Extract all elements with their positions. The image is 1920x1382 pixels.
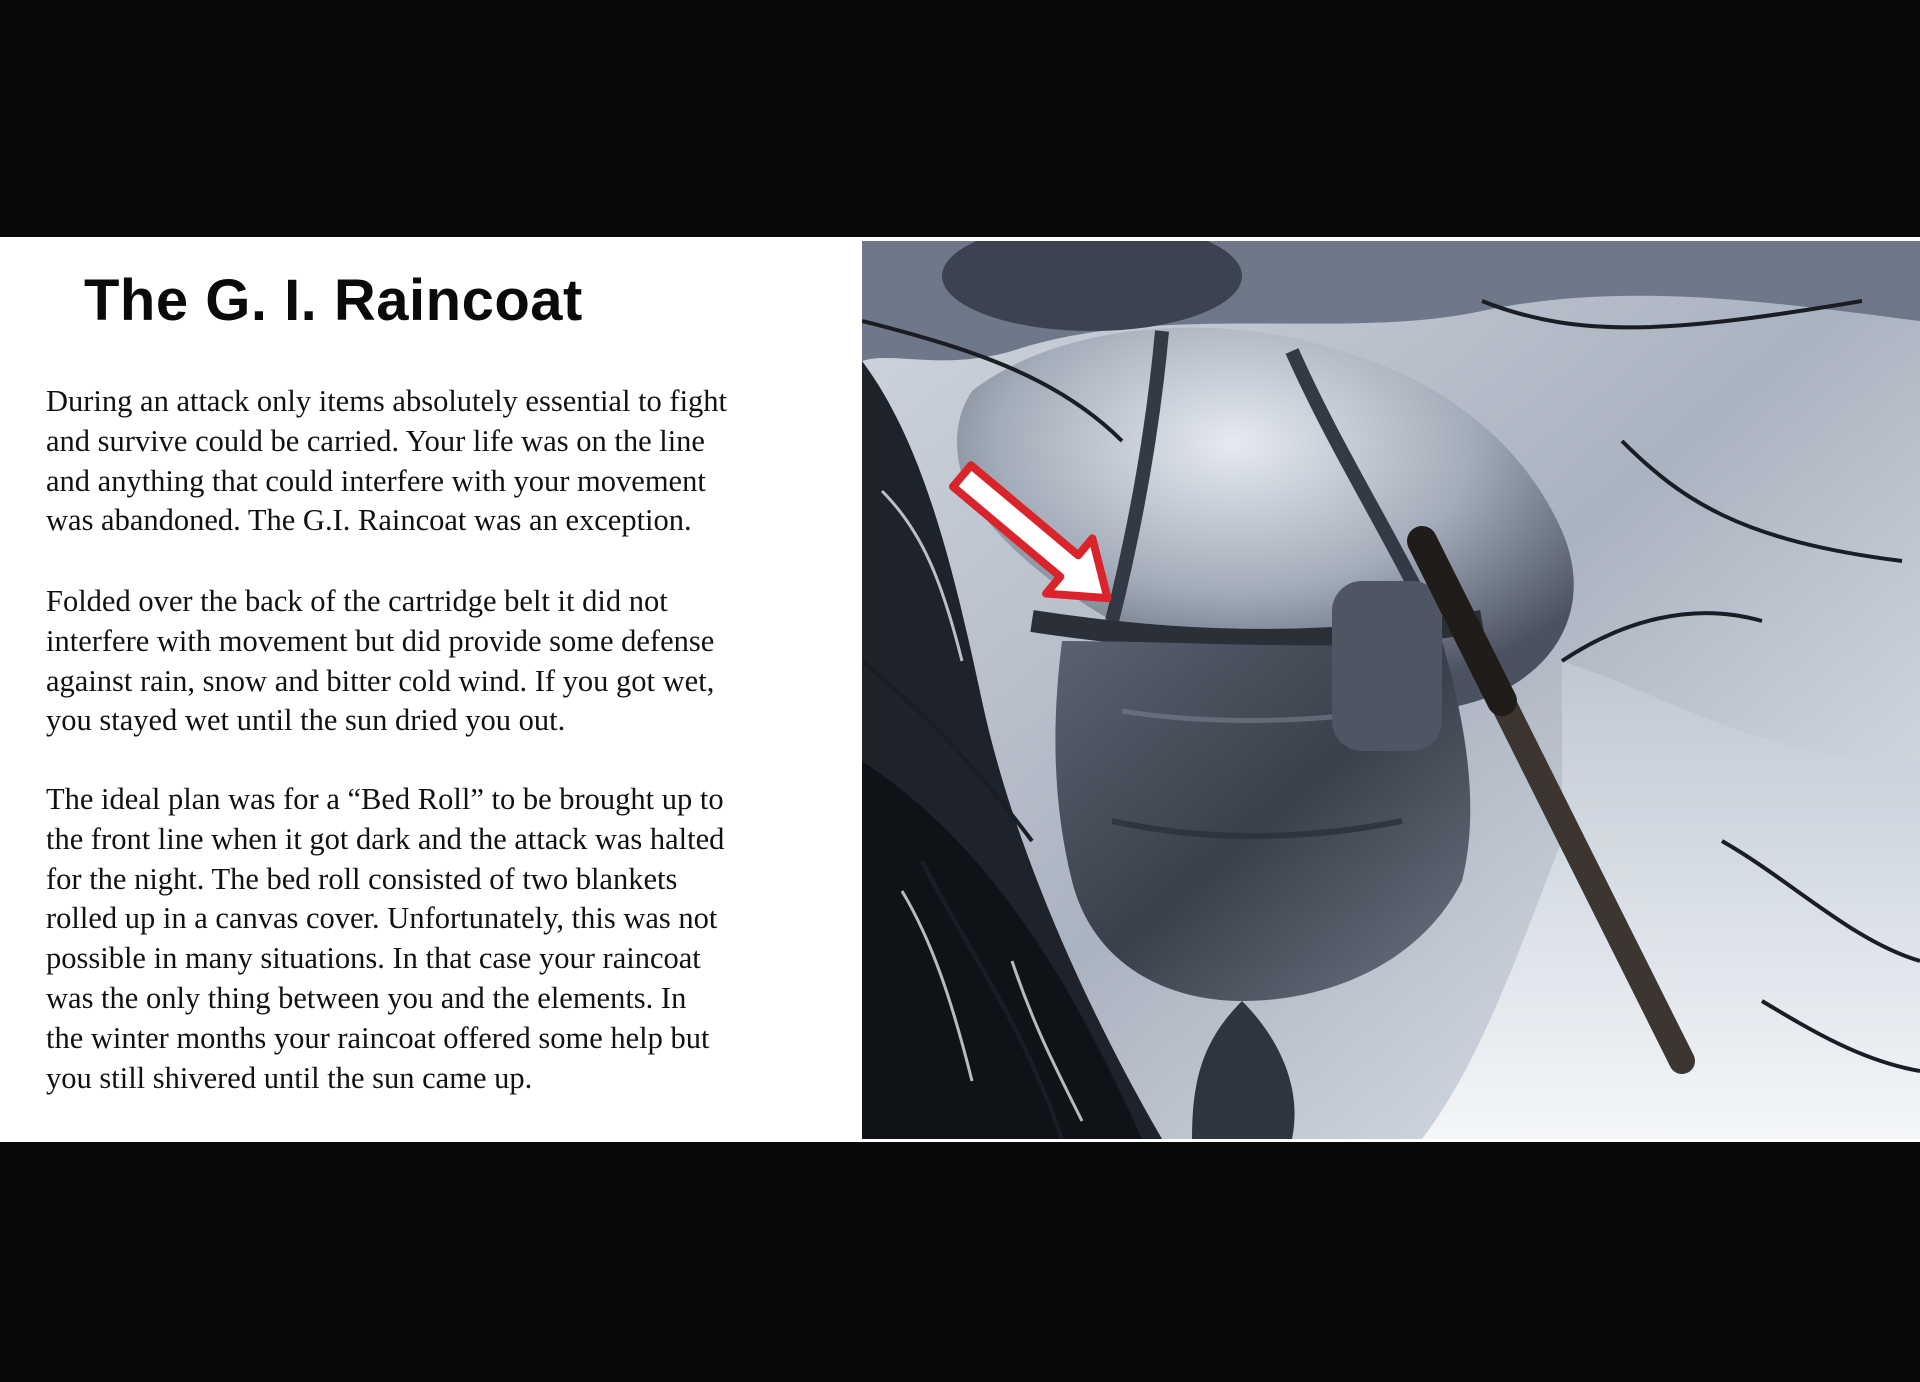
paragraph-line: and anything that could interfere with your movement	[46, 463, 706, 498]
paragraph-line: rolled up in a canvas cover. Unfortunately, this was not	[46, 901, 718, 936]
text-column	[0, 237, 860, 1142]
paragraph-line: you stayed wet until the sun dried you out.	[46, 703, 566, 738]
document-panel	[0, 237, 1920, 1142]
paragraph-line: was abandoned. The G.I. Raincoat was an exception.	[46, 503, 692, 538]
paragraph-3	[46, 780, 724, 1098]
canteen	[1332, 581, 1442, 751]
paragraph-1	[46, 382, 727, 541]
paragraph-line: During an attack only items absolutely essential to fight	[46, 384, 728, 418]
soldier-photo-illustration	[862, 241, 1920, 1139]
paragraph-line: for the night. The bed roll consisted of two blankets	[46, 861, 678, 896]
document-title: The G. I. Raincoat	[84, 268, 583, 333]
paragraph-line: interfere with movement but did provide some defense	[46, 623, 715, 658]
paragraph-line: the front line when it got dark and the attack was halted	[46, 821, 725, 856]
paragraph-line: the winter months your raincoat offered some help but	[46, 1020, 710, 1055]
paragraph-line: and survive could be carried. Your life was on the line	[46, 423, 705, 458]
paragraph-line: Folded over the back of the cartridge belt it did not	[46, 584, 668, 618]
paragraph-line: you still shivered until the sun came up.	[46, 1060, 533, 1095]
soldier-photo	[862, 241, 1920, 1139]
paragraph-line: was the only thing between you and the elements. In	[46, 980, 687, 1015]
paragraph-line: against rain, snow and bitter cold wind. If you got wet,	[46, 663, 715, 698]
paragraph-line: The ideal plan was for a “Bed Roll” to be brought up to	[46, 782, 724, 816]
paragraph-line: possible in many situations. In that case your raincoat	[46, 941, 701, 976]
paragraph-2	[46, 582, 714, 741]
